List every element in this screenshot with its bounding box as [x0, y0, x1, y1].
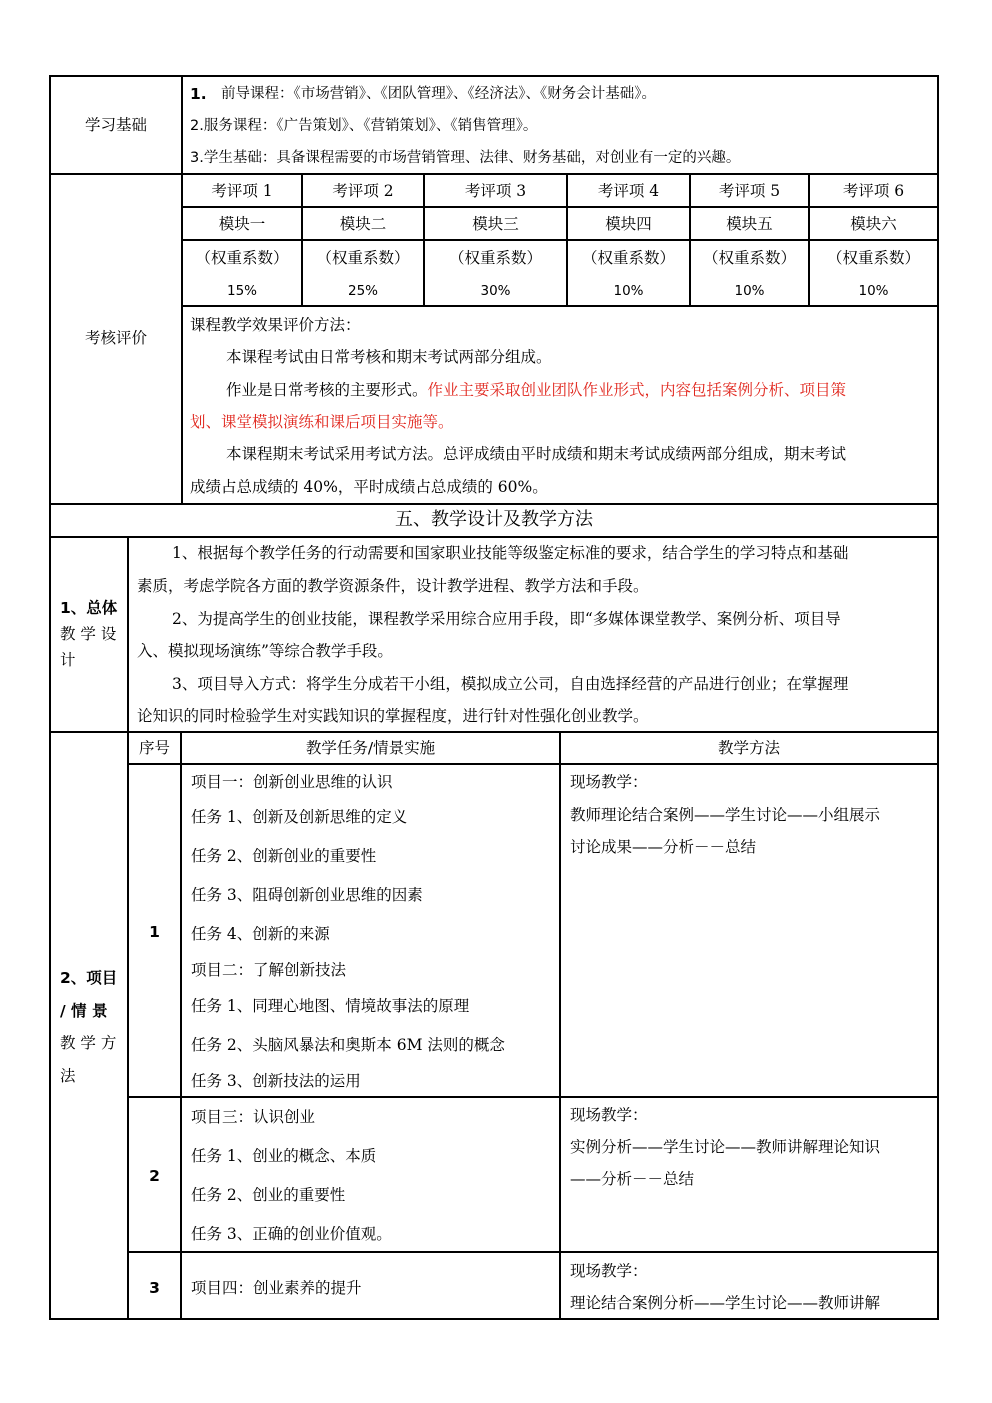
task-line: 项目二：了解创新技法 [191, 961, 347, 979]
divider [49, 536, 939, 538]
assessment-item-weight: 10% [858, 283, 889, 299]
overall-paragraph-3-cont: 论知识的同时检验学生对实践知识的掌握程度，进行针对性强化创业教学。 [137, 707, 649, 725]
method-paragraph-2-red-cont: 划、课堂模拟演练和课后项目实施等。 [190, 413, 454, 431]
divider [127, 1251, 939, 1253]
method-paragraph-2-red: 作业主要采取创业团队作业形式，内容包括案例分析、项目策 [427, 381, 847, 399]
overall-paragraph-2-cont: 入、模拟现场演练”等综合教学手段。 [137, 642, 393, 660]
assessment-item-weight-label: （权重系数） [448, 249, 542, 267]
task-line: 任务 1、创业的概念、本质 [191, 1147, 377, 1165]
assessment-item-module: 模块五 [726, 215, 773, 233]
overall-paragraph-1-cont: 素质，考虑学院各方面的教学资源条件，设计教学进程、教学方法和手段。 [137, 577, 649, 595]
table-border-right [937, 75, 939, 1320]
task-line: 任务 2、创业的重要性 [191, 1186, 346, 1204]
divider [181, 305, 939, 307]
task-line: 项目三：认识创业 [191, 1108, 316, 1126]
divider [181, 206, 939, 208]
header-num: 序号 [138, 739, 170, 757]
study-basis-line1-num: 1. [190, 85, 207, 103]
method-paragraph-3-cont: 成绩占总成绩的 40%，平时成绩占总成绩的 60%。 [190, 478, 548, 496]
assessment-item-name: 考评项 3 [464, 182, 527, 200]
task-line: 任务 3、创新技法的运用 [191, 1072, 361, 1090]
projects-label-line2: / 情 景 [60, 1002, 108, 1020]
assessment-label: 考核评价 [84, 329, 147, 347]
overall-paragraph-2: 2、为提高学生的创业技能，课程教学采用综合应用手段，即“多媒体课堂教学、案例分析、项目导 [172, 610, 841, 628]
assessment-item-weight: 30% [480, 283, 511, 299]
assessment-item-name: 考评项 2 [332, 182, 394, 200]
assessment-item-weight-label: （权重系数） [316, 249, 410, 267]
assessment-item-weight: 10% [613, 283, 644, 299]
overall-paragraph-1: 1、根据每个教学任务的行动需要和国家职业技能等级鉴定标准的要求，结合学生的学习特点和基础 [172, 544, 849, 562]
assessment-item-name: 考评项 1 [211, 182, 273, 200]
method-paragraph-2-black: 作业是日常考核的主要形式。 [226, 381, 428, 399]
method-line: 现场教学： [570, 773, 648, 791]
overall-label-line2: 教 学 设 [60, 625, 117, 643]
header-task: 教学任务/情景实施 [305, 739, 436, 757]
assessment-item-module: 模块四 [605, 215, 652, 233]
study-basis-line2: 2.服务课程：《广告策划》、《营销策划》、《销售管理》。 [190, 118, 538, 134]
task-line: 任务 2、头脑风暴法和奥斯本 6M 法则的概念 [191, 1036, 505, 1054]
task-line: 项目一：创新创业思维的认识 [191, 773, 393, 791]
method-line: 讨论成果——分析－－总结 [570, 838, 757, 856]
method-paragraph-2 [226, 380, 846, 400]
method-paragraph-3: 本课程期末考试采用考试方法。总评成绩由平时成绩和期末考试成绩两部分组成，期末考试 [226, 445, 847, 463]
assessment-item-weight-label: （权重系数） [702, 249, 796, 267]
divider [181, 239, 939, 241]
divider [180, 731, 182, 1320]
method-line: 教师理论结合案例——学生讨论——小组展示 [570, 806, 881, 824]
assessment-item-module: 模块一 [218, 215, 266, 233]
study-basis-line3: 3.学生基础：具备课程需要的市场营销管理、法律、财务基础，对创业有一定的兴趣。 [190, 150, 741, 166]
method-line: ——分析－－总结 [570, 1170, 695, 1188]
task-line: 任务 3、正确的创业价值观。 [191, 1225, 392, 1243]
assessment-item-weight: 15% [226, 283, 257, 299]
task-line: 项目四：创业素养的提升 [191, 1279, 362, 1297]
task-line: 任务 1、同理心地图、情境故事法的原理 [191, 997, 470, 1015]
table-border-left [49, 75, 51, 1320]
divider [127, 763, 939, 765]
assessment-item-name: 考评项 5 [718, 182, 781, 200]
task-line: 任务 1、创新及创新思维的定义 [191, 808, 408, 826]
row-number: 2 [149, 1167, 160, 1185]
projects-label-line4: 法 [60, 1067, 76, 1085]
divider [49, 173, 939, 175]
assessment-item-weight-label: （权重系数） [195, 249, 289, 267]
overall-paragraph-3: 3、项目导入方式：将学生分成若干小组，模拟成立公司，自由选择经营的产品进行创业；在掌握理 [172, 675, 849, 693]
assessment-item-name: 考评项 6 [842, 182, 905, 200]
study-basis-line1: 前导课程：《市场营销》、《团队管理》、《经济法》、《财务会计基础》。 [221, 86, 656, 102]
assessment-item-module: 模块六 [850, 215, 897, 233]
divider [559, 731, 561, 1320]
method-paragraph-1: 本课程考试由日常考核和期末考试两部分组成。 [226, 348, 552, 366]
row-number: 3 [149, 1279, 160, 1297]
assessment-item-weight: 10% [734, 283, 765, 299]
method-line: 实例分析——学生讨论——教师讲解理论知识 [570, 1138, 881, 1156]
method-line: 现场教学： [570, 1262, 648, 1280]
study-basis-label: 学习基础 [84, 116, 147, 134]
assessment-item-module: 模块三 [472, 215, 519, 233]
assessment-item-weight-label: （权重系数） [826, 249, 920, 267]
assessment-item-weight: 25% [347, 283, 378, 299]
assessment-item-name: 考评项 4 [597, 182, 660, 200]
divider [49, 731, 939, 733]
overall-label-line1: 1、总体 [60, 599, 118, 617]
table-border-bottom [49, 1318, 939, 1320]
task-line: 任务 2、创新创业的重要性 [191, 847, 377, 865]
assessment-item-module: 模块二 [339, 215, 387, 233]
method-line: 现场教学： [570, 1106, 648, 1124]
task-line: 任务 4、创新的来源 [191, 925, 330, 943]
task-line: 任务 3、阻碍创新创业思维的因素 [191, 886, 423, 904]
divider [127, 1096, 939, 1098]
method-line: 理论结合案例分析——学生讨论——教师讲解 [570, 1294, 881, 1312]
method-title: 课程教学效果评价方法： [190, 316, 361, 334]
header-method: 教学方法 [717, 739, 780, 757]
projects-label-line1: 2、项目 [60, 969, 118, 987]
overall-label-line3: 计 [60, 651, 76, 669]
assessment-item-weight-label: （权重系数） [581, 249, 675, 267]
divider [49, 503, 939, 505]
projects-label-line3: 教 学 方 [60, 1034, 117, 1052]
row-number: 1 [149, 923, 160, 941]
section-title: 五、教学设计及教学方法 [395, 509, 593, 530]
